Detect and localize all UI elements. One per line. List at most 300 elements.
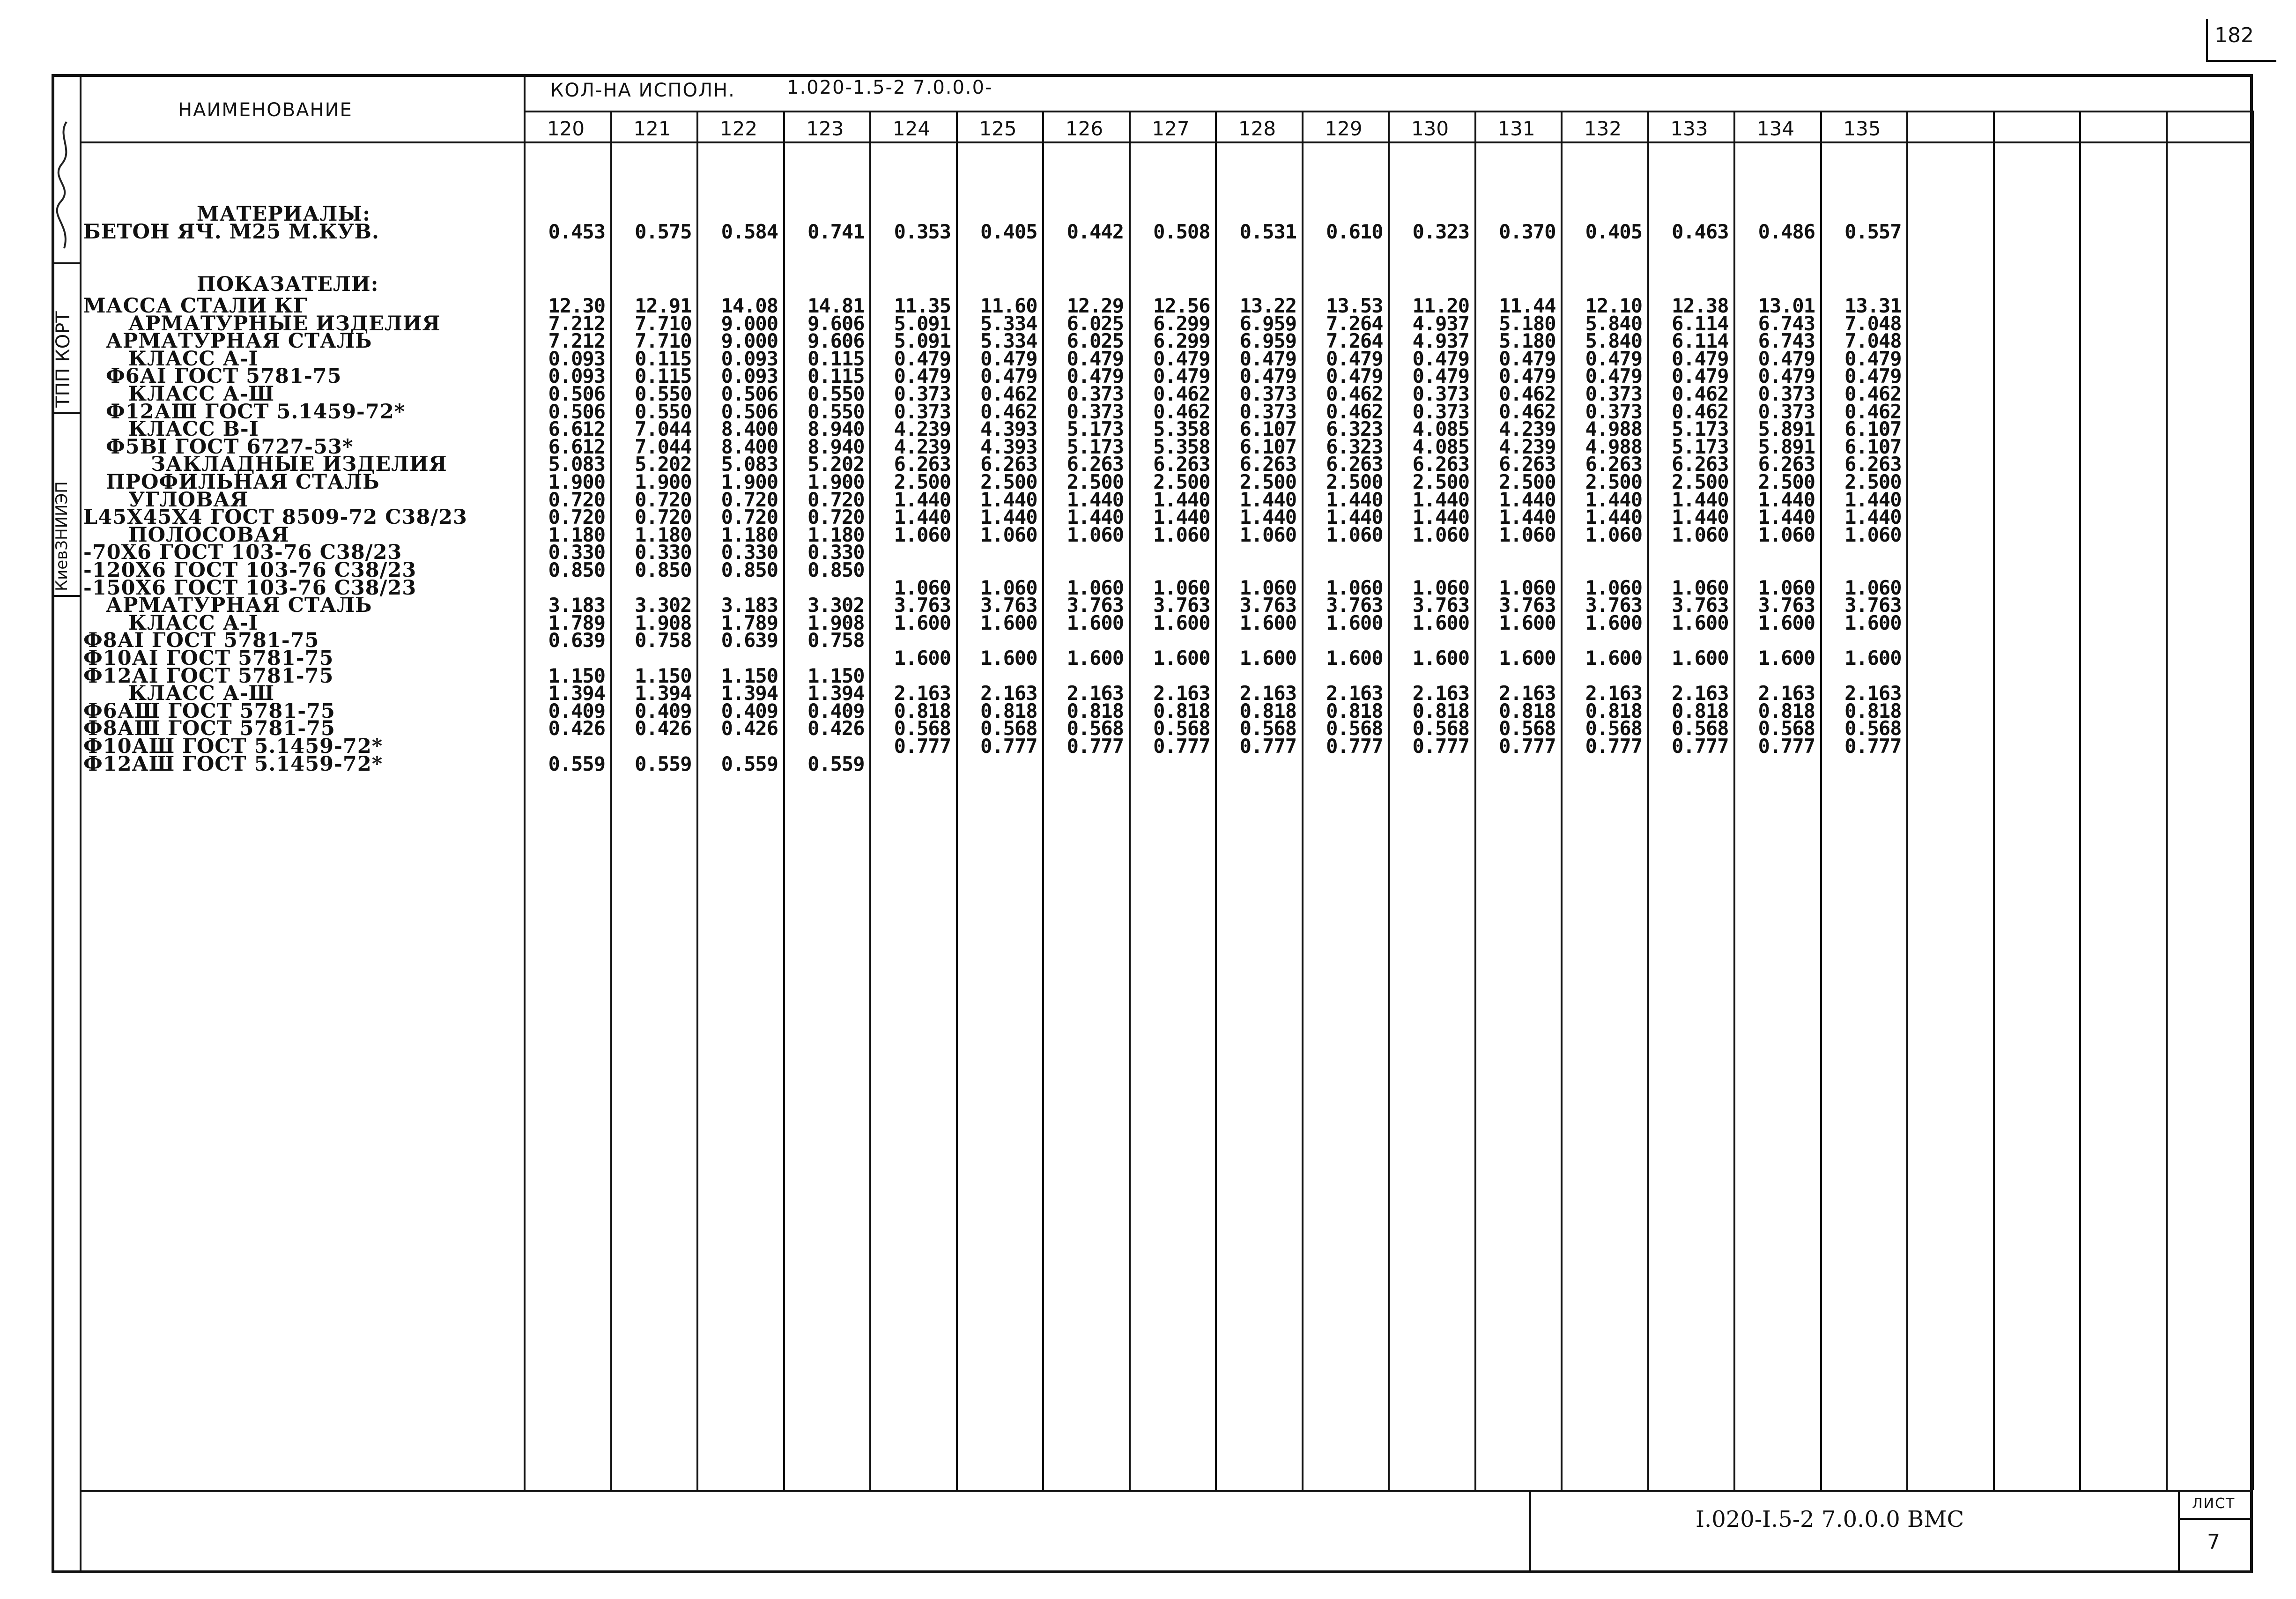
table-cell: 6.263: [1672, 453, 1729, 476]
table-cell: 0.479: [1067, 364, 1124, 388]
table-cell: 2.500: [1326, 470, 1383, 493]
table-cell: 7.044: [635, 435, 692, 458]
stamp-divider-top: [52, 262, 81, 264]
table-cell: 1.900: [807, 470, 865, 493]
table-cell: 2.163: [1153, 682, 1210, 705]
table-cell: 2.500: [1153, 470, 1210, 493]
table-cell: 3.763: [894, 594, 951, 617]
table-cell: 8.940: [807, 417, 865, 441]
table-cell: 0.720: [635, 488, 692, 511]
column-number: 133: [1670, 117, 1708, 140]
table-cell: 4.085: [1412, 417, 1469, 441]
sheet-number: 7: [2207, 1530, 2220, 1554]
row-label: АРМАТУРНАЯ СТАЛЬ: [106, 329, 372, 353]
table-cell: 0.818: [1153, 699, 1210, 722]
table-cell: 4.937: [1412, 329, 1469, 353]
table-cell: 1.440: [1067, 506, 1124, 529]
table-cell: 6.107: [1844, 417, 1902, 441]
table-cell: 1.060: [1758, 523, 1815, 546]
table-cell: 2.500: [894, 470, 951, 493]
table-cell: 12.10: [1585, 294, 1642, 317]
table-cell: 4.988: [1585, 417, 1642, 441]
table-cell: 4.085: [1412, 435, 1469, 458]
table-cell: 1.900: [721, 470, 778, 493]
table-cell: 1.600: [1758, 647, 1815, 669]
table-cell: 0.758: [635, 629, 692, 652]
table-cell: 1.440: [1153, 488, 1210, 511]
table-cell: 0.720: [721, 506, 778, 529]
column-number: 135: [1843, 117, 1881, 140]
table-cell: 0.559: [721, 752, 778, 775]
table-cell: 3.763: [1499, 594, 1556, 617]
table-cell: 1.600: [1672, 647, 1729, 669]
table-cell: 0.559: [548, 752, 605, 775]
table-cell: 2.500: [1239, 470, 1296, 493]
row-label: Ф10АШ ГОСТ 5.1459-72*: [83, 735, 383, 758]
table-cell: 0.479: [1758, 364, 1815, 388]
table-cell: 1.908: [807, 611, 865, 634]
table-cell: 0.758: [807, 629, 865, 652]
table-cell: 0.479: [1326, 347, 1383, 370]
table-cell: 3.302: [807, 594, 865, 617]
table-cell: 4.239: [1499, 417, 1556, 441]
table-cell: 2.163: [980, 682, 1037, 705]
table-cell: 1.060: [1153, 523, 1210, 546]
column-number: 121: [633, 117, 671, 140]
footer-sheet-divider: [2178, 1518, 2253, 1520]
table-cell: 13.31: [1844, 294, 1902, 317]
column-number: 130: [1411, 117, 1449, 140]
table-cell: 0.506: [721, 382, 778, 405]
table-cell: 1.900: [548, 470, 605, 493]
table-cell: 1.908: [635, 611, 692, 634]
table-cell: 2.500: [980, 470, 1037, 493]
row-label: АРМАТУРНЫЕ ИЗДЕЛИЯ: [128, 312, 441, 335]
row-label: -120Х6 ГОСТ 103-76 С38/23: [83, 558, 417, 582]
table-cell: 4.393: [980, 435, 1037, 458]
table-cell: 0.818: [1239, 699, 1296, 722]
table-cell: 6.263: [1585, 453, 1642, 476]
table-cell: 7.264: [1326, 312, 1383, 335]
table-cell: 0.850: [635, 558, 692, 581]
table-cell: 0.093: [721, 347, 778, 370]
table-cell: 2.163: [894, 682, 951, 705]
table-cell: 0.818: [894, 699, 951, 722]
table-cell: 6.299: [1153, 329, 1210, 353]
table-cell: 0.568: [894, 717, 951, 740]
table-cell: 1.440: [1844, 506, 1902, 529]
column-border: [2079, 111, 2081, 1490]
table-cell: 0.506: [721, 400, 778, 423]
table-cell: 0.115: [807, 347, 865, 370]
table-cell: 5.173: [1067, 417, 1124, 441]
table-cell: 3.302: [635, 594, 692, 617]
table-cell: 1.440: [1326, 488, 1383, 511]
row-label: КЛАСС А-I: [128, 347, 259, 371]
stamp-divider-mid: [52, 412, 81, 414]
row-label: КЛАСС А-Ш: [128, 382, 274, 406]
table-cell: 3.763: [1758, 594, 1815, 617]
table-cell: 0.373: [1758, 400, 1815, 423]
table-cell: 0.479: [1672, 364, 1729, 388]
table-cell: 0.330: [548, 541, 605, 564]
table-cell: 8.940: [807, 435, 865, 458]
column-number: 120: [547, 117, 585, 140]
table-cell: 0.741: [807, 220, 865, 243]
table-cell: 0.373: [1067, 400, 1124, 423]
table-cell: 0.818: [1672, 699, 1729, 722]
table-cell: 0.568: [1844, 717, 1902, 740]
indicators-title: ПОКАЗАТЕЛИ:: [197, 273, 379, 296]
table-cell: 5.173: [1672, 417, 1729, 441]
table-cell: 0.373: [1585, 382, 1642, 405]
table-cell: 1.060: [1067, 523, 1124, 546]
table-cell: 6.263: [1239, 453, 1296, 476]
row-label: ЗАКЛАДНЫЕ ИЗДЕЛИЯ: [151, 453, 447, 476]
table-cell: 0.093: [721, 364, 778, 388]
table-cell: 0.568: [980, 717, 1037, 740]
table-cell: 0.373: [1239, 400, 1296, 423]
column-number: 128: [1238, 117, 1276, 140]
table-cell: 0.550: [807, 382, 865, 405]
table-cell: 0.353: [894, 220, 951, 243]
table-cell: 2.500: [1672, 470, 1729, 493]
table-cell: 4.937: [1412, 312, 1469, 335]
table-cell: 8.400: [721, 417, 778, 441]
table-cell: 0.850: [721, 558, 778, 581]
table-cell: 0.818: [980, 699, 1037, 722]
table-cell: 0.777: [1326, 735, 1383, 758]
header-mid-rule: [524, 111, 2253, 112]
row-label: АРМАТУРНАЯ СТАЛЬ: [106, 594, 372, 617]
table-cell: 1.180: [721, 523, 778, 546]
table-cell: 0.818: [1499, 699, 1556, 722]
table-cell: 1.060: [980, 576, 1037, 599]
column-number: 131: [1497, 117, 1535, 140]
table-cell: 12.29: [1067, 294, 1124, 317]
table-cell: 3.763: [1672, 594, 1729, 617]
table-cell: 5.180: [1499, 329, 1556, 353]
table-cell: 2.163: [1758, 682, 1815, 705]
table-cell: 12.30: [548, 294, 605, 317]
row-label: КЛАСС А-Ш: [128, 682, 274, 706]
table-cell: 1.600: [1239, 647, 1296, 669]
signature-mark: [52, 117, 79, 253]
table-cell: 6.263: [1067, 453, 1124, 476]
table-cell: 2.163: [1067, 682, 1124, 705]
page-number: 182: [2215, 23, 2254, 47]
table-cell: 0.330: [635, 541, 692, 564]
table-cell: 1.060: [1672, 576, 1729, 599]
table-cell: 0.479: [894, 347, 951, 370]
table-cell: 11.60: [980, 294, 1037, 317]
column-number: 134: [1756, 117, 1795, 140]
table-cell: 0.568: [1499, 717, 1556, 740]
row-label: МАССА СТАЛИ КГ: [83, 294, 308, 318]
table-cell: 0.557: [1844, 220, 1902, 243]
table-cell: 6.025: [1067, 329, 1124, 353]
table-cell: 7.048: [1844, 312, 1902, 335]
table-cell: 0.610: [1326, 220, 1383, 243]
table-cell: 7.710: [635, 312, 692, 335]
table-cell: 5.083: [721, 453, 778, 476]
table-cell: 1.060: [1844, 576, 1902, 599]
table-cell: 0.550: [635, 382, 692, 405]
table-cell: 13.53: [1326, 294, 1383, 317]
table-cell: 0.462: [1844, 382, 1902, 405]
document-code: I.020-I.5-2 7.0.0.0 ВМС: [1696, 1506, 1964, 1532]
table-cell: 0.115: [635, 364, 692, 388]
table-cell: 1.394: [548, 682, 605, 705]
table-cell: 0.720: [721, 488, 778, 511]
table-cell: 1.060: [1844, 523, 1902, 546]
table-cell: 3.763: [1844, 594, 1902, 617]
table-cell: 0.462: [1672, 400, 1729, 423]
table-cell: 0.850: [548, 558, 605, 581]
table-cell: 0.409: [721, 699, 778, 722]
table-cell: 6.263: [1326, 453, 1383, 476]
table-cell: 1.600: [1412, 611, 1469, 634]
table-cell: 0.777: [1672, 735, 1729, 758]
table-cell: 7.710: [635, 329, 692, 353]
row-label: -150Х6 ГОСТ 103-76 С38/23: [83, 576, 417, 600]
table-cell: 0.818: [1067, 699, 1124, 722]
name-column-border: [524, 74, 526, 1490]
table-cell: 0.777: [980, 735, 1037, 758]
table-cell: 0.462: [1499, 400, 1556, 423]
table-cell: 13.22: [1239, 294, 1296, 317]
table-cell: 5.334: [980, 312, 1037, 335]
table-cell: 0.777: [1239, 735, 1296, 758]
table-cell: 0.115: [807, 364, 865, 388]
table-cell: 4.239: [1499, 435, 1556, 458]
table-cell: 0.370: [1499, 220, 1556, 243]
table-cell: 0.373: [1239, 382, 1296, 405]
table-cell: 3.763: [1412, 594, 1469, 617]
table-cell: 5.202: [635, 453, 692, 476]
table-cell: 2.500: [1067, 470, 1124, 493]
table-cell: 1.180: [548, 523, 605, 546]
table-cell: 0.479: [980, 364, 1037, 388]
table-cell: 2.163: [1672, 682, 1729, 705]
table-cell: 1.440: [1067, 488, 1124, 511]
table-cell: 0.330: [721, 541, 778, 564]
page-number-underline: [2206, 60, 2276, 62]
table-cell: 0.479: [1499, 347, 1556, 370]
column-border: [2166, 111, 2168, 1490]
table-cell: 0.777: [1499, 735, 1556, 758]
table-cell: 2.500: [1412, 470, 1469, 493]
table-cell: 0.405: [1585, 220, 1642, 243]
row-label: Ф5ВI ГОСТ 6727-53*: [106, 435, 354, 459]
table-cell: 1.440: [1758, 506, 1815, 529]
table-cell: 5.891: [1758, 435, 1815, 458]
table-cell: 1.440: [894, 506, 951, 529]
table-cell: 0.462: [1844, 400, 1902, 423]
table-cell: 1.060: [894, 576, 951, 599]
table-cell: 0.818: [1585, 699, 1642, 722]
table-cell: 1.440: [980, 506, 1037, 529]
table-cell: 3.763: [980, 594, 1037, 617]
table-cell: 6.263: [1153, 453, 1210, 476]
table-cell: 6.107: [1239, 435, 1296, 458]
table-cell: 0.426: [807, 717, 865, 740]
column-border: [2252, 111, 2254, 1490]
table-cell: 6.612: [548, 435, 605, 458]
footer-rule: [81, 1490, 2253, 1492]
table-cell: 0.818: [1326, 699, 1383, 722]
table-cell: 3.763: [1067, 594, 1124, 617]
table-cell: 9.000: [721, 312, 778, 335]
table-cell: 0.568: [1326, 717, 1383, 740]
table-cell: 1.440: [1672, 506, 1729, 529]
table-cell: 0.479: [1153, 364, 1210, 388]
table-cell: 1.600: [1153, 611, 1210, 634]
table-cell: 1.600: [1326, 611, 1383, 634]
table-cell: 1.440: [1153, 506, 1210, 529]
row-label: ПОЛОСОВАЯ: [128, 523, 289, 547]
table-cell: 0.550: [635, 400, 692, 423]
table-cell: 0.323: [1412, 220, 1469, 243]
table-cell: 5.180: [1499, 312, 1556, 335]
row-label: Ф8АШ ГОСТ 5781-75: [83, 717, 335, 741]
table-cell: 1.600: [1585, 647, 1642, 669]
table-cell: 1.150: [721, 664, 778, 687]
table-cell: 1.440: [1239, 488, 1296, 511]
table-cell: 1.600: [1844, 611, 1902, 634]
table-cell: 0.550: [807, 400, 865, 423]
table-cell: 0.479: [1239, 364, 1296, 388]
table-cell: 7.044: [635, 417, 692, 441]
table-cell: 2.163: [1239, 682, 1296, 705]
table-cell: 2.500: [1585, 470, 1642, 493]
table-cell: 0.531: [1239, 220, 1296, 243]
table-cell: 0.777: [1585, 735, 1642, 758]
table-cell: 5.840: [1585, 312, 1642, 335]
table-cell: 0.373: [1067, 382, 1124, 405]
table-cell: 4.239: [894, 417, 951, 441]
table-cell: 0.409: [635, 699, 692, 722]
table-cell: 1.440: [1585, 488, 1642, 511]
table-cell: 6.114: [1672, 312, 1729, 335]
table-cell: 0.462: [1326, 400, 1383, 423]
table-cell: 1.180: [635, 523, 692, 546]
table-cell: 2.163: [1326, 682, 1383, 705]
table-cell: 6.263: [1412, 453, 1469, 476]
table-cell: 0.479: [1672, 347, 1729, 370]
table-cell: 0.720: [635, 506, 692, 529]
table-cell: 0.575: [635, 220, 692, 243]
table-cell: 5.173: [1067, 435, 1124, 458]
table-cell: 1.440: [1412, 506, 1469, 529]
table-cell: 0.479: [1758, 347, 1815, 370]
table-cell: 0.508: [1153, 220, 1210, 243]
table-cell: 0.720: [548, 506, 605, 529]
table-cell: 11.20: [1412, 294, 1469, 317]
table-cell: 2.163: [1585, 682, 1642, 705]
stamp-divider-bottom: [52, 595, 81, 597]
table-cell: 2.163: [1844, 682, 1902, 705]
table-cell: 0.818: [1412, 699, 1469, 722]
table-cell: 0.818: [1758, 699, 1815, 722]
table-cell: 1.060: [1326, 576, 1383, 599]
row-label: ПРОФИЛЬНАЯ СТАЛЬ: [106, 470, 380, 494]
table-cell: 0.373: [894, 382, 951, 405]
table-cell: 1.789: [548, 611, 605, 634]
table-cell: 5.202: [807, 453, 865, 476]
column-number: 127: [1152, 117, 1190, 140]
table-cell: 1.600: [980, 647, 1037, 669]
table-cell: 0.720: [807, 488, 865, 511]
table-cell: 1.440: [1844, 488, 1902, 511]
table-cell: 11.44: [1499, 294, 1556, 317]
table-cell: 9.606: [807, 329, 865, 353]
table-cell: 0.479: [1844, 364, 1902, 388]
row-label: -70Х6 ГОСТ 103-76 С38/23: [83, 541, 402, 565]
table-cell: 0.568: [1239, 717, 1296, 740]
table-cell: 0.093: [548, 347, 605, 370]
table-cell: 0.409: [807, 699, 865, 722]
table-cell: 1.600: [1153, 647, 1210, 669]
stamp-kievzniiep: КиевЗНИИЭП: [52, 481, 71, 591]
table-cell: 0.777: [1844, 735, 1902, 758]
table-cell: 2.163: [1499, 682, 1556, 705]
table-cell: 1.440: [1239, 506, 1296, 529]
table-cell: 1.060: [1153, 576, 1210, 599]
column-header-name: НАИМЕНОВАНИЕ: [178, 99, 353, 121]
table-cell: 1.394: [721, 682, 778, 705]
table-cell: 1.150: [807, 664, 865, 687]
table-cell: 1.440: [1326, 506, 1383, 529]
row-label: Ф12АI ГОСТ 5781-75: [83, 664, 334, 688]
table-cell: 6.323: [1326, 417, 1383, 441]
table-cell: 1.060: [1585, 576, 1642, 599]
row-label: КЛАСС В-I: [128, 417, 259, 441]
table-cell: 1.060: [980, 523, 1037, 546]
table-cell: 1.060: [1239, 523, 1296, 546]
table-cell: 6.114: [1672, 329, 1729, 353]
table-cell: 2.500: [1499, 470, 1556, 493]
column-number: 122: [719, 117, 758, 140]
qty-header-label: КОЛ-НА ИСПОЛН.: [550, 80, 735, 101]
table-cell: 0.506: [548, 382, 605, 405]
table-cell: 6.263: [1844, 453, 1902, 476]
table-cell: 12.56: [1153, 294, 1210, 317]
table-cell: 0.506: [548, 400, 605, 423]
table-cell: 1.600: [1412, 647, 1469, 669]
table-cell: 6.743: [1758, 312, 1815, 335]
table-cell: 5.173: [1672, 435, 1729, 458]
table-cell: 5.334: [980, 329, 1037, 353]
table-cell: 0.409: [548, 699, 605, 722]
table-cell: 0.115: [635, 347, 692, 370]
table-cell: 6.299: [1153, 312, 1210, 335]
table-cell: 0.720: [807, 506, 865, 529]
table-cell: 1.060: [1585, 523, 1642, 546]
row-label: КЛАСС А-I: [128, 611, 259, 635]
table-cell: 1.150: [635, 664, 692, 687]
table-cell: 1.060: [1672, 523, 1729, 546]
table-cell: 0.462: [980, 400, 1037, 423]
table-cell: 0.559: [635, 752, 692, 775]
table-cell: 1.060: [1239, 576, 1296, 599]
doc-ref-header: 1.020-1.5-2 7.0.0.0-: [787, 77, 993, 98]
table-cell: 7.212: [548, 312, 605, 335]
header-bottom-rule: [81, 141, 2253, 143]
table-cell: 0.462: [1153, 400, 1210, 423]
table-cell: 0.479: [1412, 364, 1469, 388]
row-label: Ф6АI ГОСТ 5781-75: [106, 364, 342, 388]
